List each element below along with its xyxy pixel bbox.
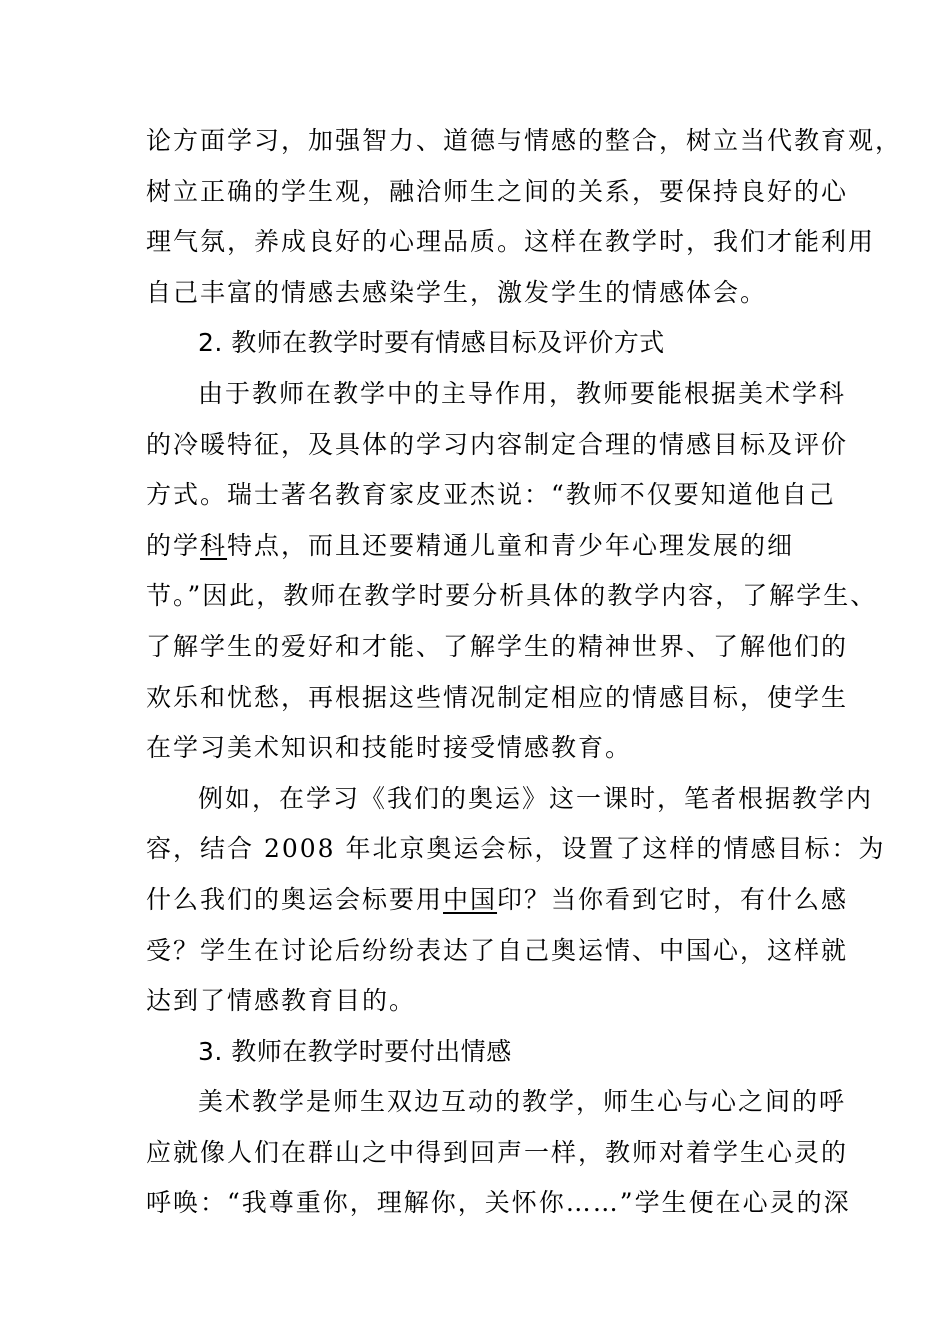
- text-line: 例如，在学习《我们的奥运》这一课时，笔者根据教学内: [198, 783, 874, 813]
- text-segment: 印？当你看到它时，有什么感: [497, 884, 849, 914]
- text-line: 达到了情感教育目的。: [146, 986, 417, 1016]
- text-line: 节。”因此，教师在教学时要分析具体的教学内容，了解学生、: [146, 581, 878, 611]
- section-heading: 2. 教师在教学时要有情感目标及评价方式: [198, 328, 665, 358]
- text-line: 树立正确的学生观，融洽师生之间的关系，要保持良好的心: [146, 176, 849, 206]
- text-line: 在学习美术知识和技能时接受情感教育。: [146, 733, 633, 763]
- text-segment: 的学: [146, 530, 201, 560]
- text-line: 由于教师在教学中的主导作用，教师要能根据美术学科: [198, 378, 847, 408]
- text-line: 理气氛，养成良好的心理品质。这样在教学时，我们才能利用: [146, 227, 876, 257]
- text-line: 欢乐和忧愁，再根据这些情况制定相应的情感目标，使学生: [146, 682, 849, 712]
- text-line: [146, 521, 816, 572]
- text-line: 受？学生在讨论后纷纷表达了自己奥运情、中国心，这样就: [146, 935, 849, 965]
- text-line: 呼唤：“我尊重你，理解你，关怀你……”学生便在心灵的深: [146, 1188, 851, 1218]
- section-heading: 3. 教师在教学时要付出情感: [198, 1036, 512, 1066]
- text-line: 了解学生的爱好和才能、了解学生的精神世界、了解他们的: [146, 631, 849, 661]
- body-text: [146, 116, 903, 1229]
- text-line: 的冷暖特征，及具体的学习内容制定合理的情感目标及评价: [146, 429, 849, 459]
- text-line: 自己丰富的情感去感染学生，激发学生的情感体会。: [146, 277, 768, 307]
- text-line: 容，结合 2008 年北京奥运会标，设置了这样的情感目标：为: [146, 834, 886, 864]
- underlined-text: 科: [200, 530, 228, 560]
- underlined-text: 中国: [443, 884, 498, 914]
- text-line: [146, 875, 849, 926]
- text-line: 美术教学是师生双边互动的教学，师生心与心之间的呼: [198, 1087, 847, 1117]
- text-segment: 特点，而且还要精通儿童和青少年心理发展的细: [227, 530, 795, 560]
- text-line: 方式。瑞士著名教育家皮亚杰说：“教师不仅要知道他自己: [146, 480, 836, 510]
- text-line: 论方面学习，加强智力、道德与情感的整合，树立当代教育观，: [146, 126, 903, 155]
- text-line: 应就像人们在群山之中得到回声一样，教师对着学生心灵的: [146, 1137, 849, 1167]
- text-segment: 什么我们的奥运会标要用: [146, 884, 444, 914]
